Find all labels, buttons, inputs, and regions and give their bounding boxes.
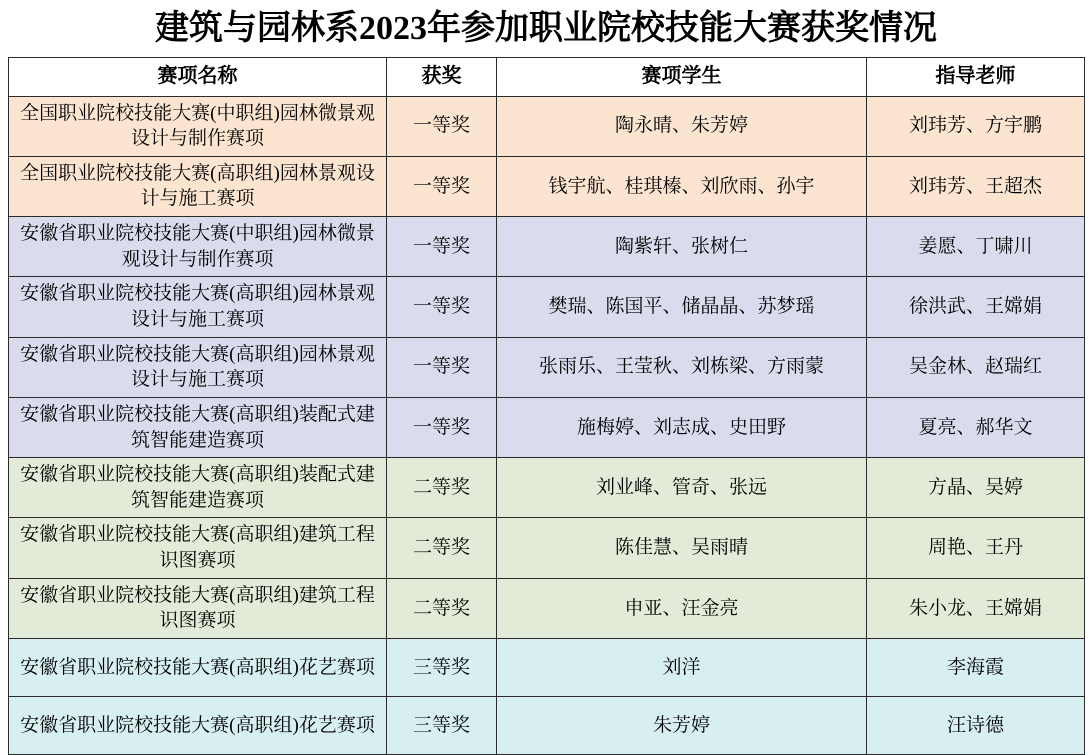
table-row	[9, 217, 1085, 277]
column-header-students: 赛项学生	[497, 57, 867, 96]
cell-students: 申亚、汪金亮	[497, 578, 867, 638]
cell-award: 二等奖	[387, 458, 497, 518]
cell-competition-name: 安徽省职业院校技能大赛(高职组)园林景观设计与施工赛项	[9, 337, 387, 397]
table-row	[9, 397, 1085, 457]
cell-competition-name: 安徽省职业院校技能大赛(高职组)建筑工程识图赛项	[9, 518, 387, 578]
cell-students: 朱芳婷	[497, 697, 867, 755]
cell-competition-name: 全国职业院校技能大赛(中职组)园林微景观设计与制作赛项	[9, 96, 387, 156]
table-row	[9, 458, 1085, 518]
cell-award: 二等奖	[387, 578, 497, 638]
cell-competition-name: 全国职业院校技能大赛(高职组)园林景观设计与施工赛项	[9, 156, 387, 216]
table-row	[9, 96, 1085, 156]
cell-award: 一等奖	[387, 337, 497, 397]
cell-students: 樊瑞、陈国平、储晶晶、苏梦瑶	[497, 277, 867, 337]
cell-students: 刘业峰、管奇、张远	[497, 458, 867, 518]
cell-award: 一等奖	[387, 156, 497, 216]
cell-competition-name: 安徽省职业院校技能大赛(高职组)建筑工程识图赛项	[9, 578, 387, 638]
table-header	[9, 57, 1085, 96]
column-header-award: 获奖	[387, 57, 497, 96]
cell-teachers: 汪诗德	[867, 697, 1085, 755]
cell-award: 一等奖	[387, 277, 497, 337]
cell-competition-name: 安徽省职业院校技能大赛(高职组)装配式建筑智能建造赛项	[9, 397, 387, 457]
cell-teachers: 朱小龙、王嫦娟	[867, 578, 1085, 638]
table-body	[9, 96, 1085, 755]
cell-students: 钱宇航、桂琪榛、刘欣雨、孙宇	[497, 156, 867, 216]
cell-award: 一等奖	[387, 217, 497, 277]
cell-teachers: 周艳、王丹	[867, 518, 1085, 578]
cell-teachers: 徐洪武、王嫦娟	[867, 277, 1085, 337]
cell-competition-name: 安徽省职业院校技能大赛(高职组)装配式建筑智能建造赛项	[9, 458, 387, 518]
column-header-competition-name: 赛项名称	[9, 57, 387, 96]
award-table	[8, 57, 1085, 755]
table-row	[9, 277, 1085, 337]
cell-students: 陶紫轩、张树仁	[497, 217, 867, 277]
table-row	[9, 518, 1085, 578]
cell-teachers: 姜愿、丁啸川	[867, 217, 1085, 277]
cell-students: 施梅婷、刘志成、史田野	[497, 397, 867, 457]
cell-teachers: 刘玮芳、王超杰	[867, 156, 1085, 216]
table-row	[9, 156, 1085, 216]
cell-award: 一等奖	[387, 96, 497, 156]
page-title: 建筑与园林系2023年参加职业院校技能大赛获奖情况	[8, 6, 1084, 57]
table-row	[9, 337, 1085, 397]
table-row	[9, 697, 1085, 755]
cell-competition-name: 安徽省职业院校技能大赛(高职组)花艺赛项	[9, 697, 387, 755]
table-row	[9, 639, 1085, 697]
cell-teachers: 夏亮、郝华文	[867, 397, 1085, 457]
column-header-teachers: 指导老师	[867, 57, 1085, 96]
cell-students: 陈佳慧、吴雨晴	[497, 518, 867, 578]
cell-teachers: 方晶、吴婷	[867, 458, 1085, 518]
cell-competition-name: 安徽省职业院校技能大赛(高职组)园林景观设计与施工赛项	[9, 277, 387, 337]
cell-award: 一等奖	[387, 397, 497, 457]
cell-teachers: 李海霞	[867, 639, 1085, 697]
cell-competition-name: 安徽省职业院校技能大赛(中职组)园林微景观设计与制作赛项	[9, 217, 387, 277]
cell-students: 刘洋	[497, 639, 867, 697]
cell-teachers: 吴金林、赵瑞红	[867, 337, 1085, 397]
cell-teachers: 刘玮芳、方宇鹏	[867, 96, 1085, 156]
cell-students: 张雨乐、王莹秋、刘栋梁、方雨蒙	[497, 337, 867, 397]
cell-award: 二等奖	[387, 518, 497, 578]
cell-students: 陶永晴、朱芳婷	[497, 96, 867, 156]
table-header-row	[9, 57, 1085, 96]
table-row	[9, 578, 1085, 638]
cell-award: 三等奖	[387, 697, 497, 755]
cell-competition-name: 安徽省职业院校技能大赛(高职组)花艺赛项	[9, 639, 387, 697]
cell-award: 三等奖	[387, 639, 497, 697]
